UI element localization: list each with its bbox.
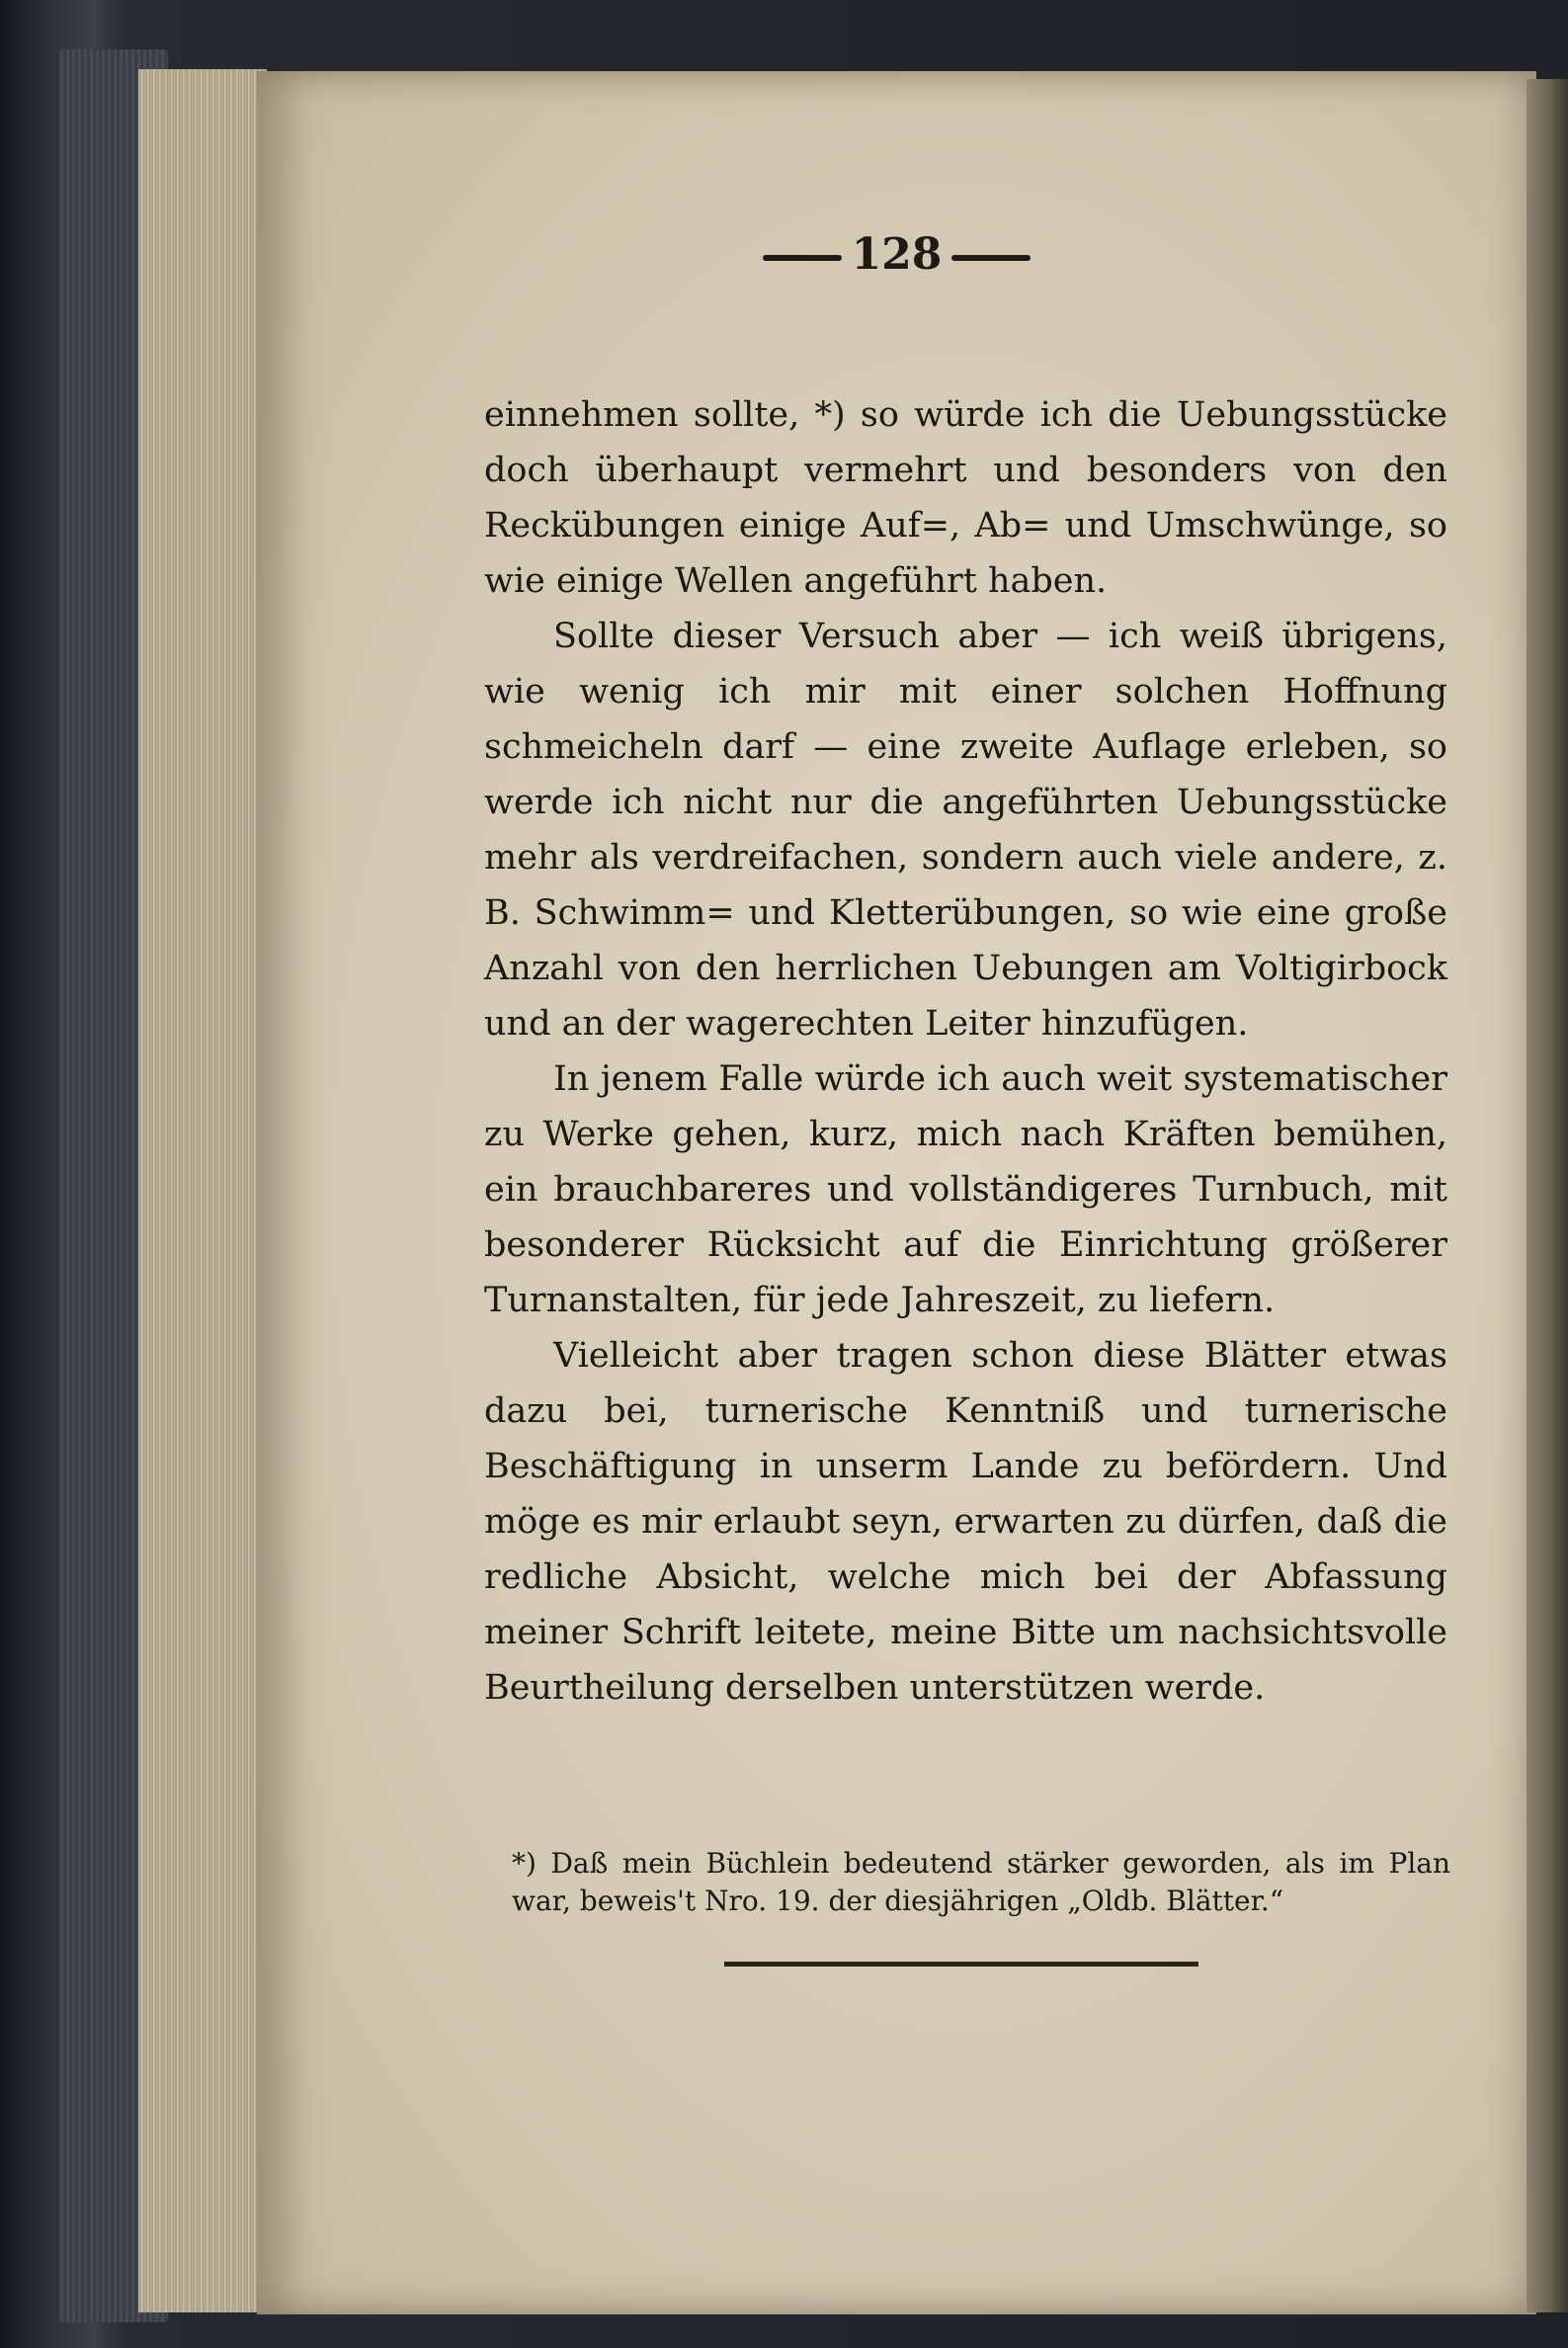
page-number-header <box>257 229 1536 280</box>
footnote: *) Daß mein Büchlein bedeutend stärker geworden, als im Plan war, beweis't Nro. 19. der diesjährigen „Oldb. Blätter.“ <box>512 1847 1450 1917</box>
closing-rule <box>724 1962 1198 1967</box>
right-page-edge <box>1527 79 1568 2312</box>
paragraph-1: einnehmen sollte, *) so würde ich die Uebungsstücke doch überhaupt vermehrt und besonders von den Reckübungen einige Auf=, Ab= und Umschwünge, so wie einige Wellen angeführt haben. <box>484 395 1447 601</box>
book-page <box>257 71 1536 2314</box>
main-text <box>484 387 1447 1716</box>
paragraph-4: Vielleicht aber tragen schon diese Blätter etwas dazu bei, turnerische Kenntniß und turnerische Beschäftigung in unserm Lande zu befördern. Und möge es mir erlaubt seyn, erwarten zu dürfen, daß die redliche Absicht, welche mich bei der Abfassung meiner Schrift leitete, meine Bitte um nachsichtsvolle Beurtheilung derselben unterstützen werde. <box>484 1336 1447 1708</box>
ornament-left-icon <box>763 255 842 261</box>
paragraph-3: In jenem Falle würde ich auch weit systematischer zu Werke gehen, kurz, mich nach Kräften bemühen, ein brauchbareres und vollständigeres Turnbuch, mit besonderer Rücksicht auf die Einrichtung größerer Turnanstalten, für jede Jahreszeit, zu liefern. <box>484 1059 1447 1320</box>
page-stack-edges <box>138 69 267 2312</box>
page-number: 128 <box>851 229 943 280</box>
ornament-right-icon <box>951 255 1031 261</box>
paragraph-2: Sollte dieser Versuch aber — ich weiß übrigens, wie wenig ich mir mit einer solchen Hoffnung schmeicheln darf — eine zweite Auflage erleben, so werde ich nicht nur die angeführten Uebungsstücke mehr als verdreifachen, sondern auch viele andere, z. B. Schwimm= und Kletterübungen, so wie eine große Anzahl von den herrlichen Uebungen am Voltigirbock und an der wagerechten Leiter hinzufügen. <box>484 617 1447 1044</box>
